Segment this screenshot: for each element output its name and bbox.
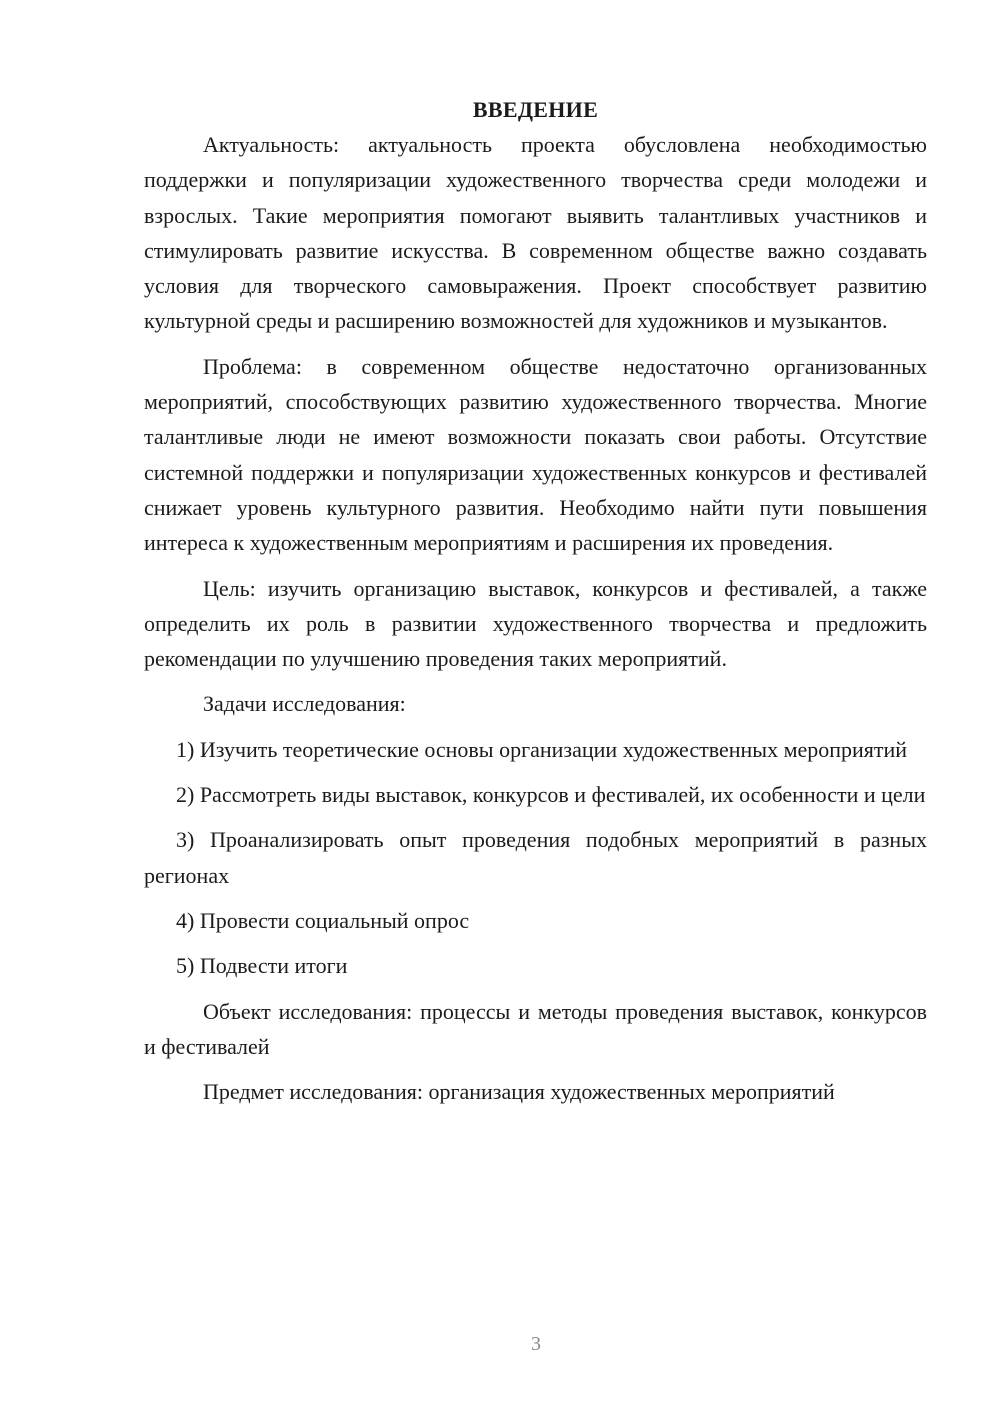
- document-page: [144, 92, 927, 1119]
- paragraph-goal: Цель: изучить организацию выставок, конкурсов и фестивалей, а также определить их роль в развитии художественного творчества и предложить рекомендации по улучшению проведения таких мероприятий.: [144, 575, 927, 672]
- paragraph-relevance: Актуальность: актуальность проекта обусловлена необходимостью поддержки и популяризации художественного творчества среди молодежи и взрослых. Такие мероприятия помогают выявить талантливых участников и стимулировать развитие искусства. В современном обществе важно создавать условия для творческого самовыражения. Проект способствует развитию культурной среды и расширению возможностей для художников и музыкантов.: [144, 132, 927, 334]
- section-heading: ВВЕДЕНИЕ: [472, 97, 599, 122]
- task-item: 5) Подвести итоги: [176, 953, 348, 979]
- paragraph-subject: Предмет исследования: организация художественных мероприятий: [203, 1079, 835, 1105]
- paragraph-object: Объект исследования: процессы и методы проведения выставок, конкурсов и фестивалей: [144, 998, 927, 1059]
- task-item: 4) Провести социальный опрос: [176, 907, 470, 933]
- task-item: 3) Проанализировать опыт проведения подобных мероприятий в разных регионах: [144, 827, 927, 888]
- paragraph-problem: Проблема: в современном обществе недостаточно организованных мероприятий, способствующих развитию художественного творчества. Многие талантливые люди не имеют возможности показать свои работы. Отсутствие системной поддержки и популяризации художественных конкурсов и фестивалей снижает уровень культурного развития. Необходимо найти пути повышения интереса к художественным мероприятиям и расширения их проведения.: [144, 353, 927, 556]
- task-item: 2) Рассмотреть виды выставок, конкурсов и фестивалей, их особенности и цели: [176, 782, 926, 808]
- page-number: 3: [531, 1333, 541, 1355]
- task-item: 1) Изучить теоретические основы организации художественных мероприятий: [176, 736, 908, 762]
- tasks-title: Задачи исследования:: [203, 691, 406, 717]
